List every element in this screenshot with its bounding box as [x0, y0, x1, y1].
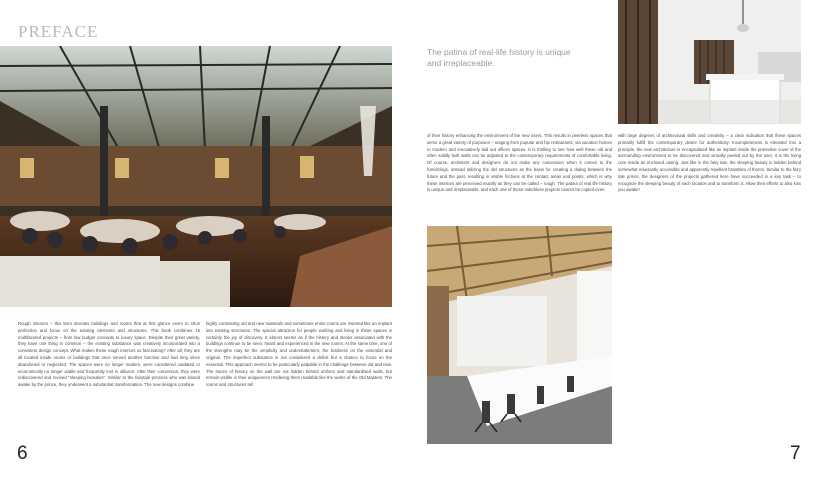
page-number-left: 6	[17, 443, 28, 464]
body-text-column-3: of their history enhancing the environment of the new users. This results in peerless spaces that serve a great variety of purposes – ranging from popular and hip restaurants, via vacation homes to modern and innovatively laid out offices spaces. It is thrilling to see how well these old and often solidly built walls can be adjusted to the contemporary requirements of comfortable living. Of course, architects and designers do not make any concession when it comes to the furnishings, instead utilizing the old structures as the basis for creating a dialog between the future and the past, resulting in visible frictions at the contact areas and points, which is why these interiors are perceived exactly as they can be called – rough. The patina of real life history is unique and irreplaceable, and each one of these matchless projects cannot be copied even	[427, 133, 612, 193]
body-text-column-1: Rough interiors – this term denotes buildings and rooms that at first glance seem to shun perfection and focus on the existing elements and structures. This book combines 15 multifaceted projects – from low budget concepts to luxury space. Despite their great variety, they have one thing in common – the existing substance was creatively incorporated into a consistent design concept. What makes these rough interiors so fascinating? After all, they are all located inside rooms or buildings that once served another function and had long since abandoned or neglected. The spaces were no longer modern, were considered outdated or economically no longer viable and frequently lost in oblivion. After their conversion, they were rediscovered and revived "sleeping beauties". Similar to the fairytale princess who was kissed awake by the prince, they underwent a substantial transformation. The new designs combine	[18, 321, 200, 388]
restaurant-interior-photo	[0, 46, 392, 307]
pull-quote: The patina of real-life history is unique and irreplaceable.	[427, 47, 571, 68]
kitchen-interior-photo	[618, 0, 801, 124]
body-text-column-4: with large degrees of architectural skills and creativity – a clear indication that these spaces primarily fulfill the contemporary desire for authenticity. Incompleteness is elevated into a principle, the new architecture is encapsulated like an implant inside the protective cover of the surrounding environment to be discovered and virtually peeled out by the user, it is the living core inside an enclosed casing. Just like in the fairy tale, the sleeping beauty is hidden behind somewhat reluctantly accessible and apparently repellent brambles of thorns. Similar to the fairy tale prince, the designers of the projects gathered here have succeeded in a key task – to recognize the sleeping beauty of each location and to transform it. Allow their efforts to also kiss you awake!	[618, 133, 801, 193]
page-number-right: 7	[790, 443, 801, 464]
page-title: PREFACE	[18, 22, 99, 41]
body-text-column-2: highly contrasting old and new materials and sometimes entire rooms are inserted like an implant into existing structures. The special attraction for people working and living in these spaces is certainly the joy of discovery. It almost seems as if the history and stories associated with the buildings continue to be seen, heard and experienced in the new rooms. At the same time, one of the strengths may be the simplicity and understatement, the boldness on the essential and original. The imperfect substance is not considered a deficit but a chance to focus on the essential. This approach seems to be particularly palpable in the challenge between old and new. The traces of history on the wall are not hidden behind uniform and standardised walls, but remain visible in their uniqueness rendering them readable like the works of the Old Masters. The rooms and structures tell	[206, 321, 392, 388]
office-interior-photo	[427, 226, 612, 444]
